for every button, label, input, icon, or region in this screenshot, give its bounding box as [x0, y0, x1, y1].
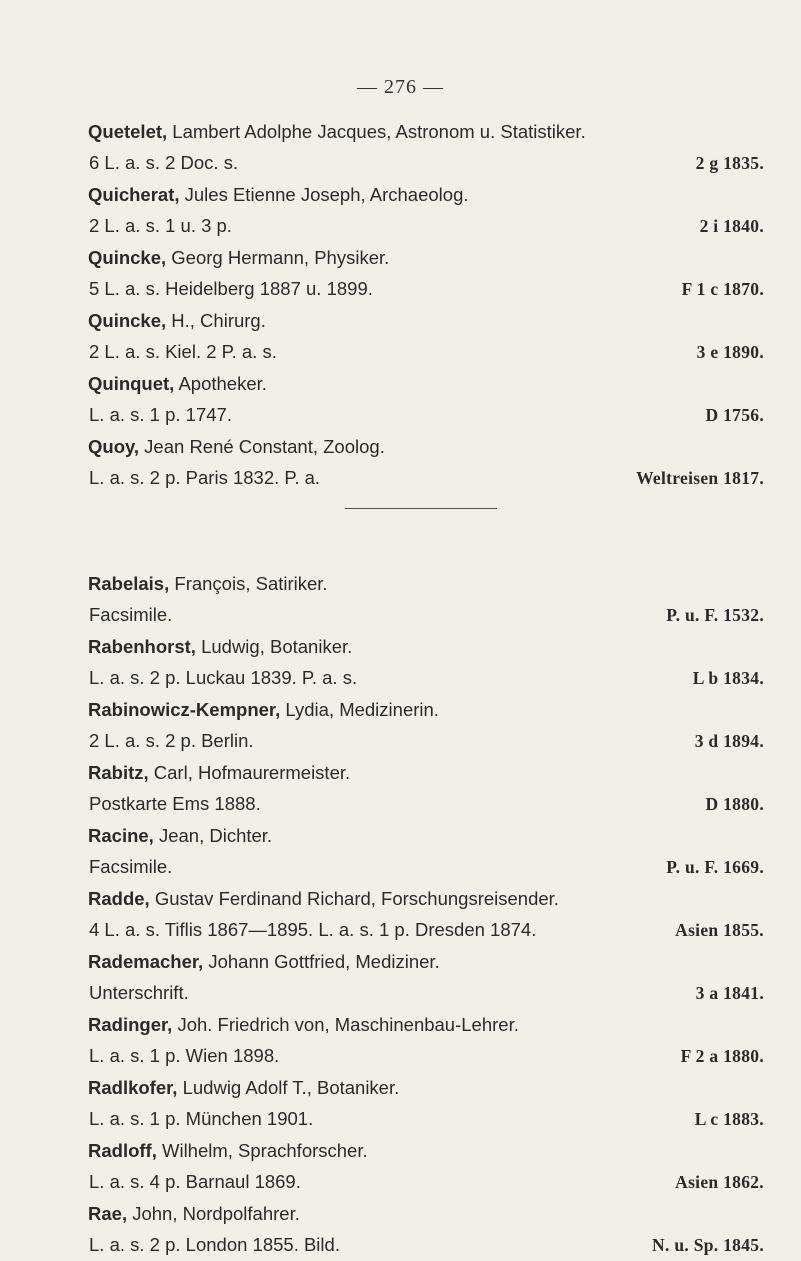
entry-description: Johann Gottfried, Mediziner. — [203, 951, 440, 972]
entry-reference: Asien 1855. — [675, 920, 764, 940]
entry-detail: 4 L. a. s. Tiflis 1867—1895. L. a. s. 1 p. Dresden 1874. — [89, 919, 537, 940]
catalog-entry — [88, 631, 764, 694]
entry-description: Wilhelm, Sprachforscher. — [156, 1140, 368, 1161]
entry-description: François, Satiriker. — [169, 573, 328, 594]
entry-name: Quetelet, — [88, 121, 168, 142]
entries-r-section — [88, 568, 764, 1261]
entry-name: Radinger, — [88, 1014, 173, 1035]
entry-description: Ludwig Adolf T., Botaniker. — [177, 1077, 400, 1098]
entry-reference: P. u. F. 1532. — [666, 605, 764, 625]
entries-q-section — [88, 116, 764, 494]
entry-description: Gustav Ferdinand Richard, Forschungsreisender. — [149, 888, 559, 909]
entry-name: Radde, — [88, 888, 150, 909]
entry-description: Carl, Hofmaurermeister. — [148, 762, 351, 783]
entry-detail: Facsimile. — [89, 604, 173, 625]
entry-reference: F 1 c 1870. — [681, 279, 764, 299]
entry-reference: 3 e 1890. — [696, 342, 764, 362]
entry-detail: L. a. s. 2 p. London 1855. Bild. — [89, 1234, 340, 1255]
entry-description: Jean, Dichter. — [153, 825, 273, 846]
entry-detail: L. a. s. 2 p. Luckau 1839. P. a. s. — [89, 667, 358, 688]
catalog-entry — [88, 368, 764, 431]
entry-reference: D 1880. — [705, 794, 764, 814]
entry-description: Jean René Constant, Zoolog. — [139, 436, 385, 457]
entry-name: Quoy, — [88, 436, 140, 457]
entry-reference: 2 g 1835. — [695, 153, 764, 173]
entry-detail: L. a. s. 1 p. Wien 1898. — [89, 1045, 280, 1066]
catalog-entry — [88, 883, 764, 946]
catalog-entry — [88, 820, 764, 883]
entry-description: John, Nordpolfahrer. — [127, 1203, 300, 1224]
catalog-entry — [88, 431, 764, 494]
entry-description: Jules Etienne Joseph, Archaeolog. — [179, 184, 469, 205]
entry-detail: L. a. s. 1 p. München 1901. — [89, 1108, 314, 1129]
entry-detail: 2 L. a. s. Kiel. 2 P. a. s. — [89, 341, 277, 362]
page-number: — 276 — — [357, 76, 444, 98]
entry-description: Joh. Friedrich von, Maschinenbau-Lehrer. — [172, 1014, 519, 1035]
entry-name: Rabenhorst, — [88, 636, 196, 657]
catalog-entry — [88, 946, 764, 1009]
entry-reference: L c 1883. — [694, 1109, 764, 1129]
catalog-entry — [88, 116, 764, 179]
entry-detail: Postkarte Ems 1888. — [89, 793, 261, 814]
entry-detail: 2 L. a. s. 1 u. 3 p. — [89, 215, 232, 236]
entry-reference: D 1756. — [705, 405, 764, 425]
catalog-entry — [88, 242, 764, 305]
entry-name: Rademacher, — [88, 951, 204, 972]
catalog-entry — [88, 1072, 764, 1135]
entry-description: Lambert Adolphe Jacques, Astronom u. Statistiker. — [167, 121, 586, 142]
entry-reference: P. u. F. 1669. — [666, 857, 764, 877]
catalog-entry — [88, 1135, 764, 1198]
entry-reference: 2 i 1840. — [699, 216, 764, 236]
entry-name: Radloff, — [88, 1140, 157, 1161]
entry-detail: 5 L. a. s. Heidelberg 1887 u. 1899. — [89, 278, 373, 299]
catalog-entry — [88, 1009, 764, 1072]
entry-description: H., Chirurg. — [166, 310, 266, 331]
catalog-entry — [88, 1198, 764, 1261]
entry-detail: Unterschrift. — [89, 982, 189, 1003]
entry-reference: N. u. Sp. 1845. — [652, 1235, 764, 1255]
catalog-entry — [88, 694, 764, 757]
entry-reference: 3 a 1841. — [695, 983, 764, 1003]
entry-name: Rabelais, — [88, 573, 170, 594]
catalog-entry — [88, 757, 764, 820]
entry-reference: Weltreisen 1817. — [636, 468, 764, 488]
entry-detail: L. a. s. 2 p. Paris 1832. P. a. — [89, 467, 321, 488]
entry-name: Rabitz, — [88, 762, 149, 783]
entry-detail: L. a. s. 4 p. Barnaul 1869. — [89, 1171, 301, 1192]
entry-name: Quincke, — [88, 247, 167, 268]
entry-description: Ludwig, Botaniker. — [195, 636, 353, 657]
entry-description: Lydia, Medizinerin. — [280, 699, 439, 720]
entry-name: Quicherat, — [88, 184, 180, 205]
entry-name: Racine, — [88, 825, 154, 846]
catalog-entry — [88, 568, 764, 631]
entry-name: Rabinowicz-Kempner, — [88, 699, 281, 720]
entry-detail: 6 L. a. s. 2 Doc. s. — [89, 152, 239, 173]
entry-reference: F 2 a 1880. — [680, 1046, 764, 1066]
entry-detail: 2 L. a. s. 2 p. Berlin. — [89, 730, 254, 751]
entry-name: Quinquet, — [88, 373, 175, 394]
entry-detail: Facsimile. — [89, 856, 173, 877]
section-divider — [345, 508, 497, 509]
entry-name: Quincke, — [88, 310, 167, 331]
catalog-entry — [88, 179, 764, 242]
entry-description: Apotheker. — [174, 373, 267, 394]
entry-description: Georg Hermann, Physiker. — [166, 247, 390, 268]
catalog-entry — [88, 305, 764, 368]
entry-name: Radlkofer, — [88, 1077, 178, 1098]
entry-reference: 3 d 1894. — [694, 731, 764, 751]
entry-reference: Asien 1862. — [675, 1172, 764, 1192]
entry-name: Rae, — [88, 1203, 128, 1224]
entry-reference: L b 1834. — [692, 668, 764, 688]
entry-detail: L. a. s. 1 p. 1747. — [89, 404, 232, 425]
